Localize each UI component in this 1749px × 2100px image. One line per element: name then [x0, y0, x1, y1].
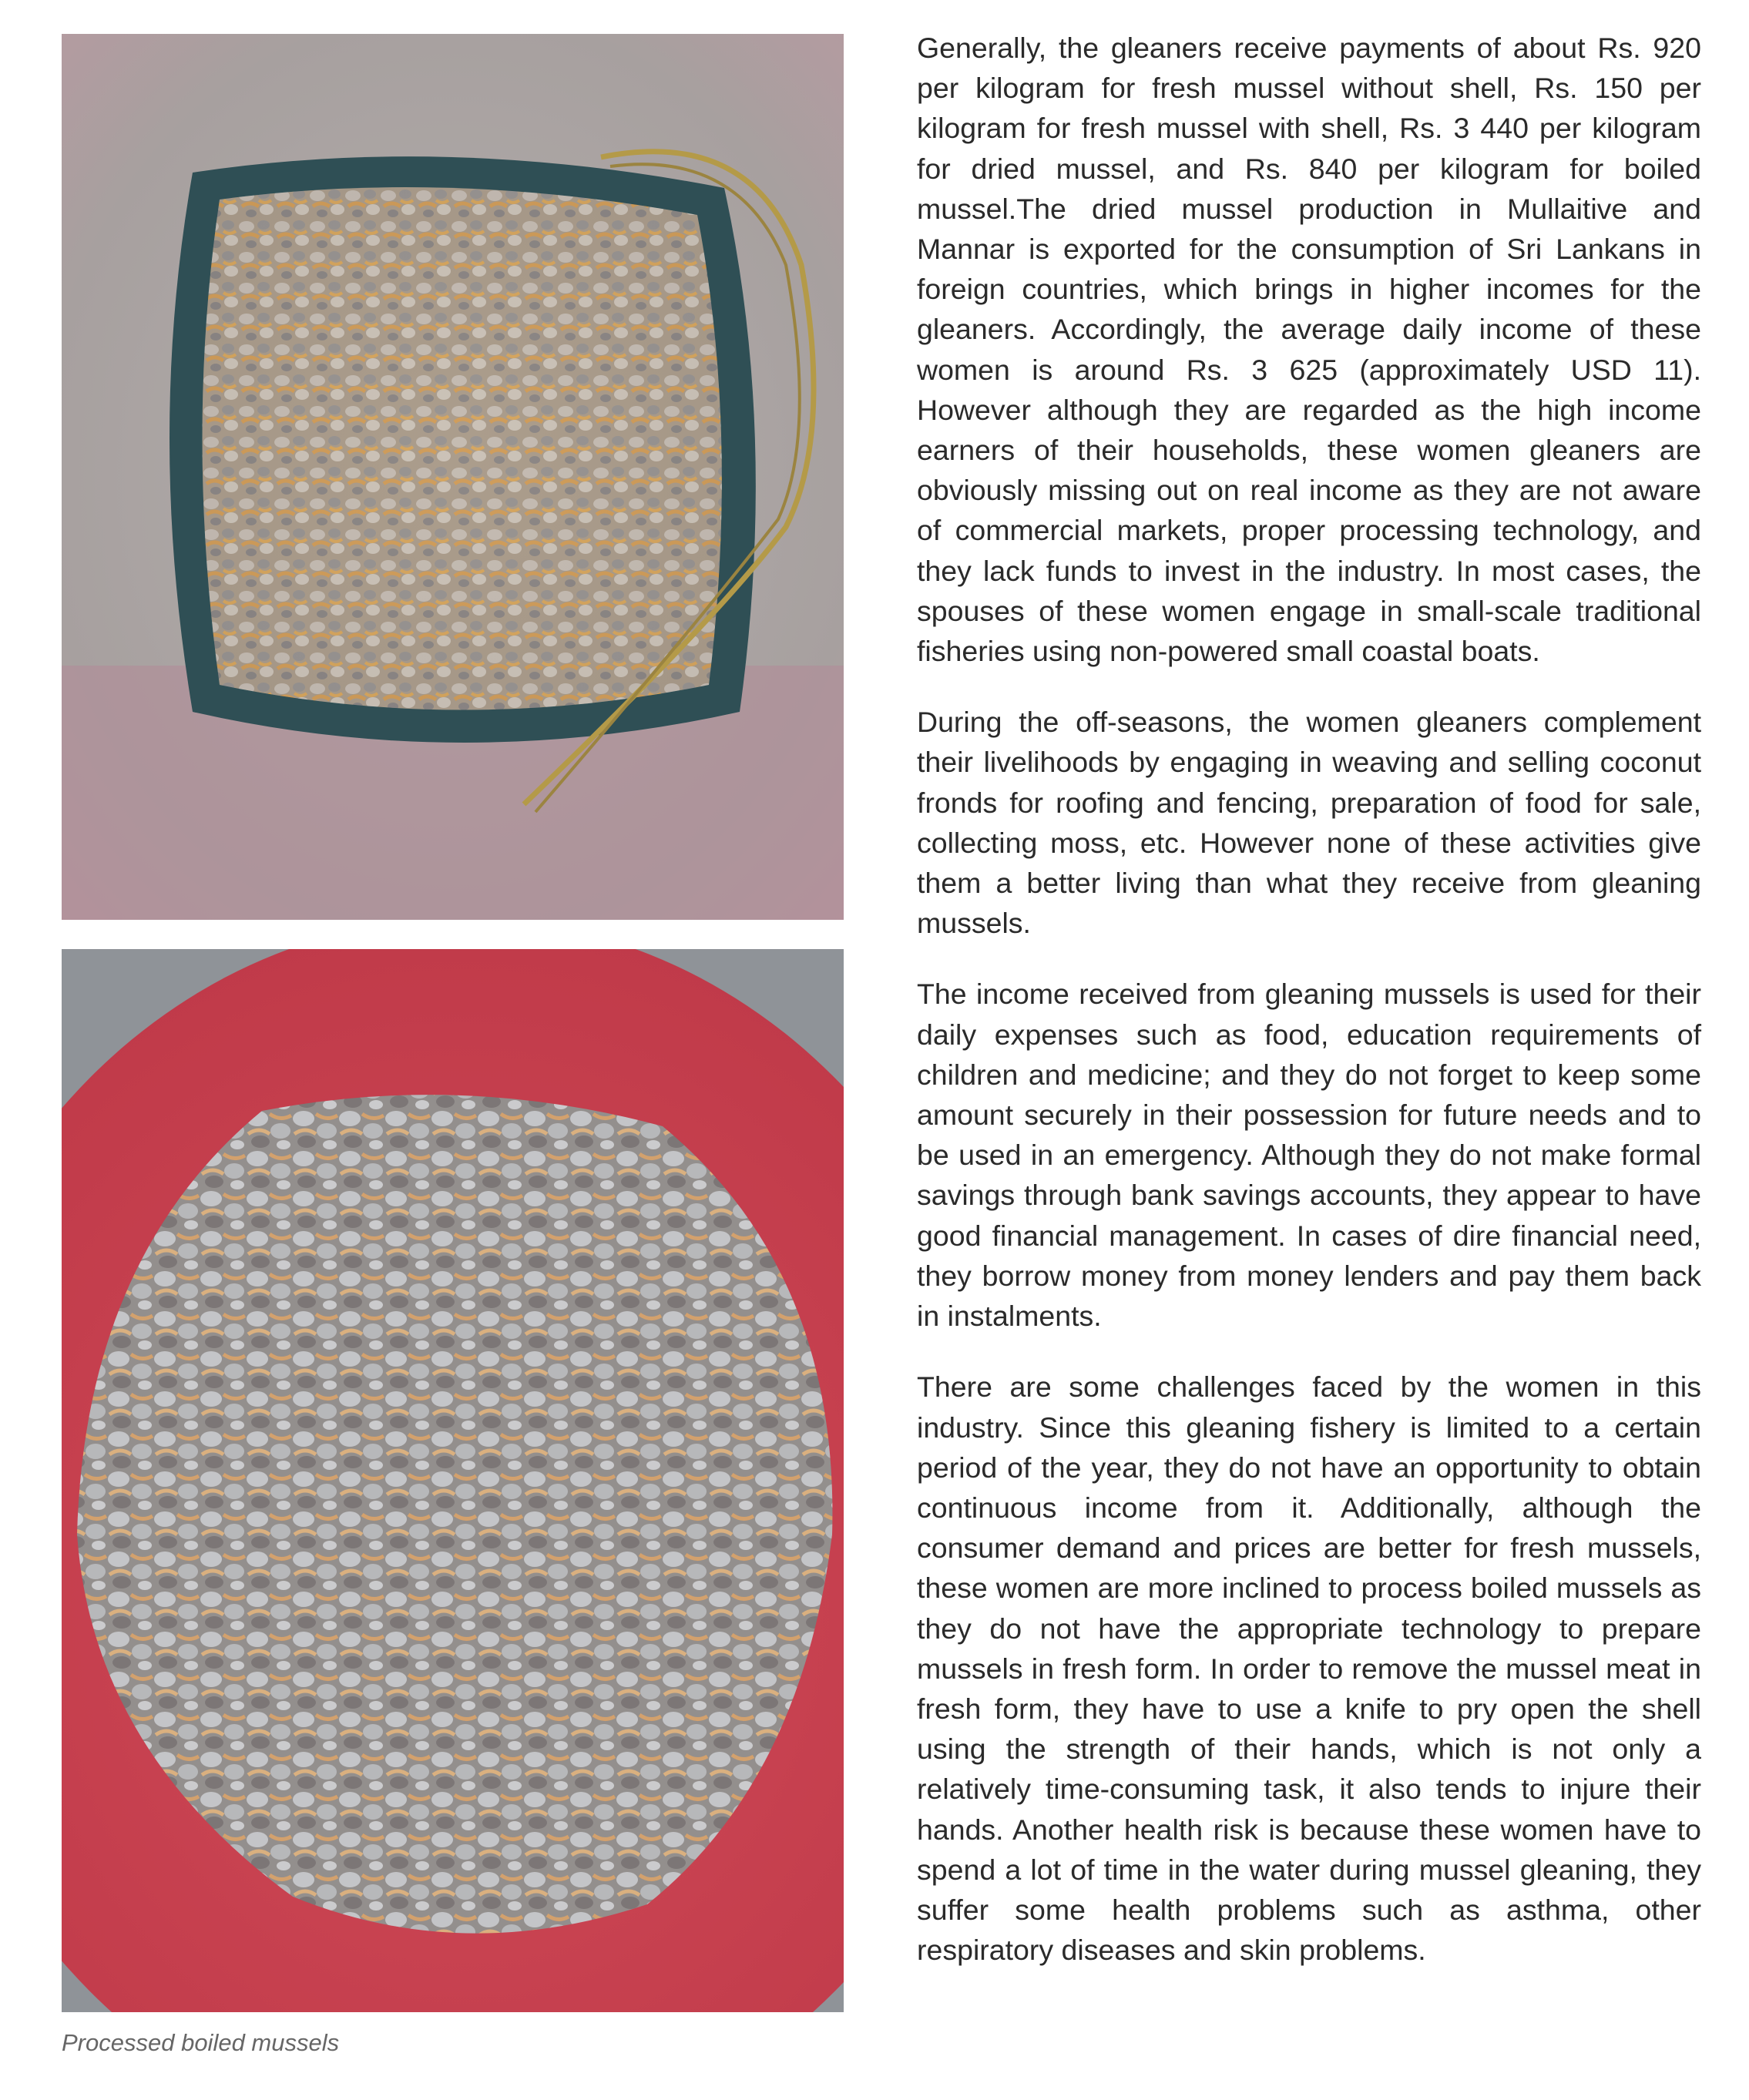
paragraph-challenges: There are some challenges faced by the women in this industry. Since this gleaning fishery is limited to a certain period of the year, they do not have an opportunity to obtain continuous income from it. Additionally, although the consumer demand and prices are better for fresh mussels, these women are more inclined to process boiled mussels as they do not have the appropriate technology to prepare mussels in fresh form. In order to remove the mussel meat in fresh form, they have to use a knife to pry open the shell using the strength of their hands, which is not only a relatively time-consuming task, it also tends to injure their hands. Another health risk is because these women have to spend a lot of time in the water during mussel gleaning, they suffer some health problems such as asthma, other respiratory diseases and skin problems.: [917, 1370, 1701, 1967]
boiled-mussels-image: [62, 949, 844, 2012]
photo-dried-mussels-basket: [62, 34, 844, 920]
paragraph-off-season: During the off-seasons, the women gleaners complement their livelihoods by engaging in weaving and selling coconut fronds for roofing and fencing, preparation of food for sale, collecting moss, etc. However none of these activities give them a better living than what they receive from gleaning mussels.: [917, 706, 1701, 940]
dried-mussels-image: [62, 34, 844, 920]
paragraph-income: Generally, the gleaners receive payments of about Rs. 920 per kilogram for fresh mussel without shell, Rs. 150 per kilogram for fresh mussel with shell, Rs. 3 440 per kilogram for dried mussel, and Rs. 840 per kilogram for boiled mussel.The dried mussel production in Mullaitive and Mannar is exported for the consumption of Sri Lankans in foreign countries, which brings in higher incomes for the gleaners. Accordingly, the average daily income of these women is around Rs. 3 625 (approximately USD 11). However although they are regarded as the high income earners of their households, these women gleaners are obviously missing out on real income as they are not aware of commercial markets, proper processing technology, and they lack funds to invest in the industry. In most cases, the spouses of these women engage in small-scale traditional fisheries using non-powered small coastal boats.: [917, 32, 1701, 668]
photo-caption: Processed boiled mussels: [62, 2029, 340, 2056]
article-text: [917, 28, 1701, 2001]
photo-boiled-mussels-bowl: [62, 949, 844, 2012]
paragraph-expenses: The income received from gleaning mussels is used for their daily expenses such as food, education requirements of children and medicine; and they do not forget to keep some amount securely in their possession for future needs and to be used in an emergency. Although they do not make formal savings through bank savings accounts, they appear to have good financial management. In cases of dire financial need, they borrow money from money lenders and pay them back in instalments.: [917, 978, 1701, 1333]
